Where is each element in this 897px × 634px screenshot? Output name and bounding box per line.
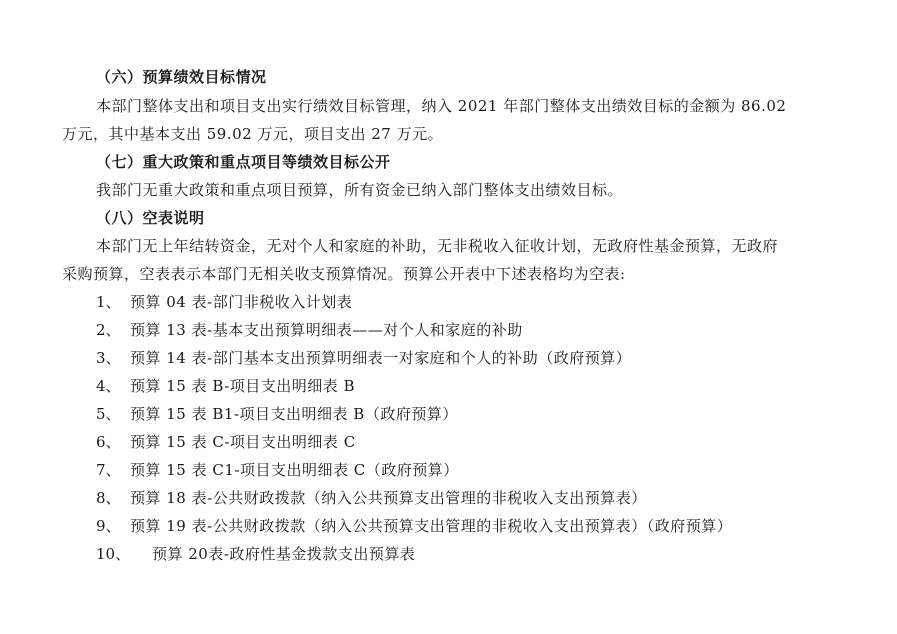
list-item-text: 预算 14 表-部门基本支出预算明细表一对家庭和个人的补助（政府预算） xyxy=(130,349,632,367)
list-item-text: 预算 15 表 C1-项目支出明细表 C（政府预算） xyxy=(130,461,459,479)
list-item-text: 预算 13 表-基本支出预算明细表——对个人和家庭的补助 xyxy=(130,321,523,339)
list-item-text: 预算 20表-政府性基金拨款支出预算表 xyxy=(152,545,416,563)
list-item-text: 预算 19 表-公共财政拨款（纳入公共预算支出管理的非税收入支出预算表）（政府预算） xyxy=(130,517,733,535)
list-item-text: 预算 15 表 B-项目支出明细表 B xyxy=(130,377,356,395)
list-item-number: 5、 xyxy=(96,405,121,423)
section-8-paragraph-line-2: 采购预算，空表表示本部门无相关收支预算情况。预算公开表中下述表格均为空表: xyxy=(62,265,626,283)
list-item-number: 4、 xyxy=(96,377,121,395)
section-8-paragraph-line-1: 本部门无上年结转资金，无对个人和家庭的补助，无非税收入征收计划，无政府性基金预算，无政府 xyxy=(96,237,779,255)
list-item-text: 预算 15 表 C-项目支出明细表 C xyxy=(130,433,356,451)
list-item-number: 2、 xyxy=(96,321,121,339)
section-8-heading: （八）空表说明 xyxy=(96,209,205,227)
list-item-number: 9、 xyxy=(96,517,121,535)
list-item-text: 预算 15 表 B1-项目支出明细表 B（政府预算） xyxy=(130,405,458,423)
section-6-paragraph-line-2: 万元，其中基本支出 59.02 万元，项目支出 27 万元。 xyxy=(62,125,444,143)
list-item-text: 预算 04 表-部门非税收入计划表 xyxy=(130,293,353,311)
list-item-number: 3、 xyxy=(96,349,121,367)
list-item-number: 10、 xyxy=(96,545,131,563)
list-item-number: 8、 xyxy=(96,489,121,507)
section-7-heading: （七）重大政策和重点项目等绩效目标公开 xyxy=(96,153,391,171)
list-item-number: 1、 xyxy=(96,293,121,311)
section-7-paragraph: 我部门无重大政策和重点项目预算，所有资金已纳入部门整体支出绩效目标。 xyxy=(96,181,624,199)
list-item-text: 预算 18 表-公共财政拨款（纳入公共预算支出管理的非税收入支出预算表） xyxy=(130,489,647,507)
list-item-number: 7、 xyxy=(96,461,121,479)
list-item-number: 6、 xyxy=(96,433,121,451)
section-6-heading: （六）预算绩效目标情况 xyxy=(96,68,267,86)
section-6-paragraph-line-1: 本部门整体支出和项目支出实行绩效目标管理，纳入 2021 年部门整体支出绩效目标的金额为 86.02 xyxy=(96,97,787,115)
